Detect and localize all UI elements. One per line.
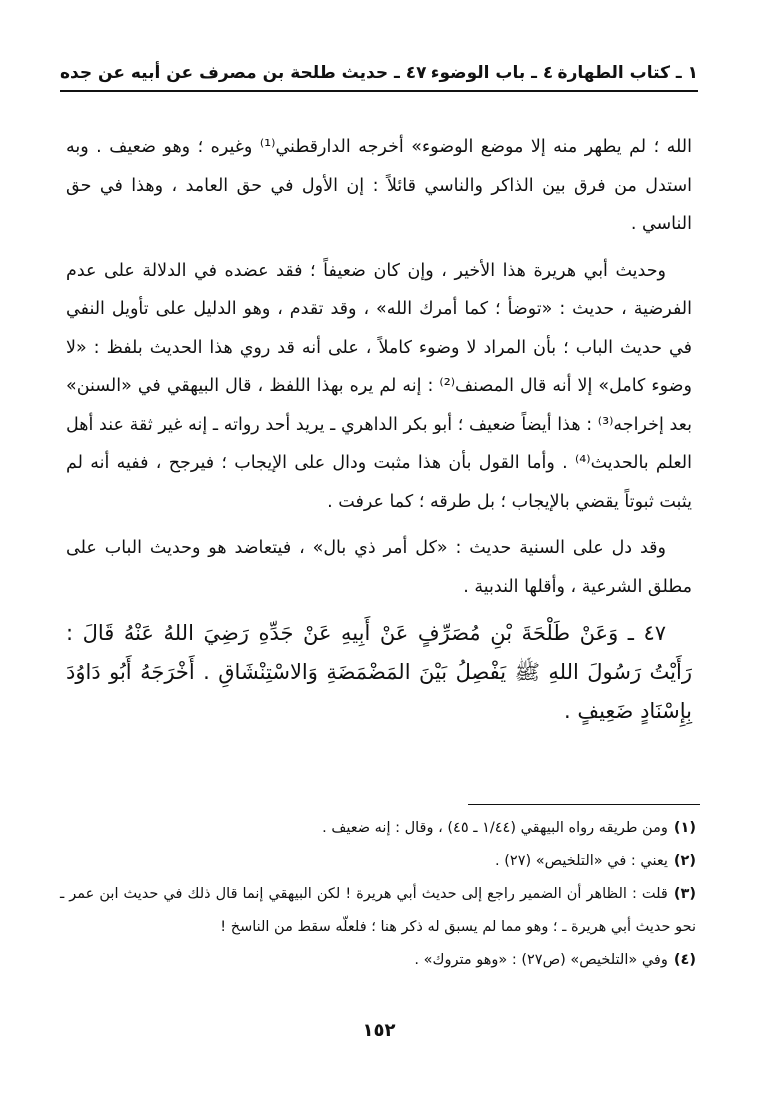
running-header <box>60 56 698 92</box>
footnote-number: (٢) <box>673 853 696 869</box>
footnote <box>60 812 696 845</box>
footnote-text: ومن طريقه رواه البيهقي (١/٤٤ ـ ٤٥) ، وقال : إنه ضعيف . <box>322 820 668 836</box>
footnote <box>60 944 696 977</box>
footnote-text: وفي «التلخيص» (ص٢٧) : «وهو متروك» . <box>414 952 668 968</box>
footnote-number: (٤) <box>673 952 696 968</box>
footnote-text: يعني : في «التلخيص» (٢٧) . <box>495 853 668 869</box>
header-chapter-title: ٤ ـ باب الوضوء <box>430 63 554 83</box>
hadith-text: ٤٧ ـ وَعَنْ طَلْحَةَ بْنِ مُصَرِّفٍ عَنْ أَبِيهِ عَنْ جَدِّهِ رَضِيَ اللهُ عَنْهُ قَالَ : رَأَيْتُ رَسُولَ اللهِ ﷺ يَفْصِلُ بَيْنَ المَضْمَضَةِ وَالاسْتِنْشَاقِ . أَخْرَجَهُ أَبُو دَاوُدَ بِإِسْنَادٍ ضَعِيفٍ . <box>66 621 692 723</box>
footnotes <box>60 812 696 977</box>
paragraph: الله ؛ لم يطهر منه إلا موضع الوضوء» أخرجه الدارقطني⁽¹⁾ وغيره ؛ وهو ضعيف . وبه استدل من فرق بين الذاكر والناسي قائلاً : إن الأول في حق العامد ، وهذا في حق الناسي . <box>66 137 692 234</box>
footnote <box>60 878 696 944</box>
footnote <box>60 845 696 878</box>
footnote-divider <box>468 804 700 805</box>
footnote-text: قلت : الظاهر أن الضمير راجع إلى حديث أبي هريرة ! لكن البيهقي إنما قال ذلك في حديث ابن عمر ـ نحو حديث أبي هريرة ـ ؛ وهو مما لم يسبق له ذكر هنا ؛ فلعلّه سقط من الناسخ ! <box>60 886 696 935</box>
footnote-number: (٣) <box>673 886 696 902</box>
page-number: ١٥٢ <box>362 1020 396 1041</box>
header-book-title: ١ ـ كتاب الطهارة <box>557 63 698 83</box>
header-hadith-title: ٤٧ ـ حديث طلحة بن مصرف عن أبيه عن جده <box>60 63 427 83</box>
paragraph: وحديث أبي هريرة هذا الأخير ، وإن كان ضعيفاً ؛ فقد عضده في الدلالة على عدم الفرضية ، حديث : «توضأ ؛ كما أمرك الله» ، وقد تقدم ، وهو الدليل على تأويل النفي في حديث الباب ؛ بأن المراد لا وضوء كاملاً ، على أنه قد روي هذا الحديث بلفظ : «لا وضوء كامل» إلا أنه قال المصنف⁽²⁾ : إنه لم يره بهذا اللفظ ، قال البيهقي في «السنن» بعد إخراجه⁽³⁾ : هذا أيضاً ضعيف ؛ أبو بكر الداهري ـ يريد أحد رواته ـ إنه غير ثقة عند أهل العلم بالحديث⁽⁴⁾ . وأما القول بأن هذا مثبت ودال على الإيجاب ؛ فيرجح ، ففيه أنه لم يثبت ثبوتاً يقضي بالإيجاب ؛ بل طرقه ؛ كما عرفت . <box>66 260 692 512</box>
main-text <box>66 128 692 739</box>
footnote-number: (١) <box>673 820 696 836</box>
paragraph: وقد دل على السنية حديث : «كل أمر ذي بال» ، فيتعاضد هو وحديث الباب على مطلق الشرعية ، وأقلها الندبية . <box>66 538 692 597</box>
